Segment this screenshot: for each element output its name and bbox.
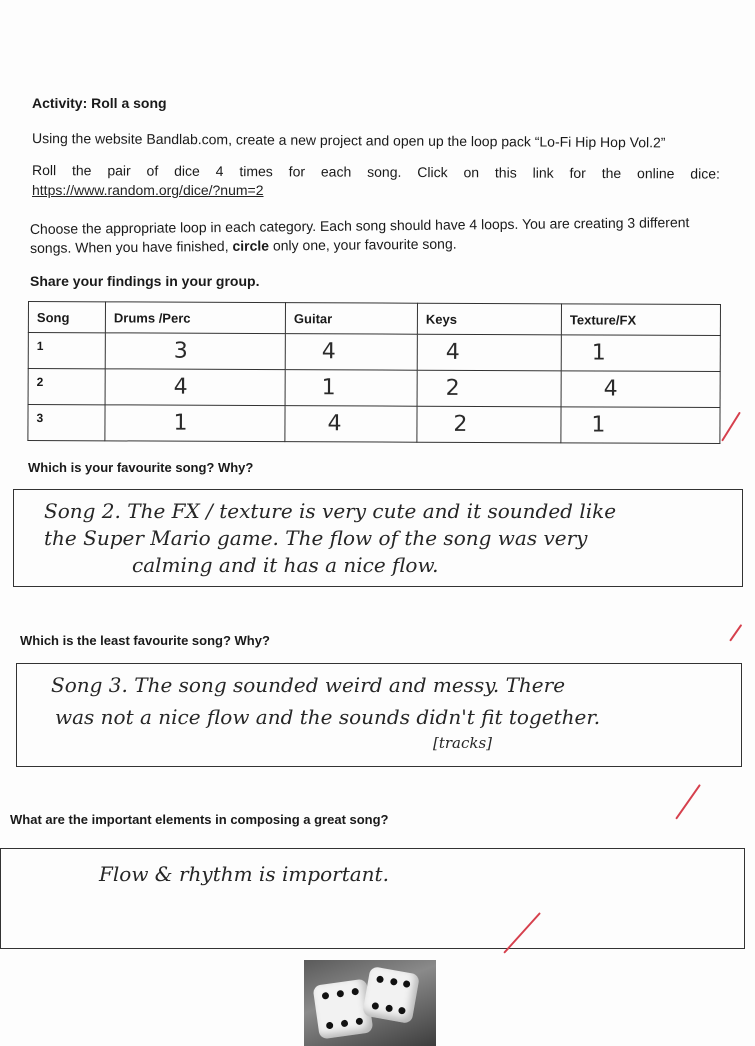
keys-cell	[417, 334, 561, 371]
roll-word: times	[239, 163, 273, 180]
drums-value: 3	[173, 338, 188, 364]
table-header-row	[28, 302, 720, 336]
drums-cell	[105, 369, 285, 406]
question-favourite: Which is your favourite song? Why?	[28, 460, 254, 475]
roll-word: song.	[367, 163, 402, 180]
guitar-value: 4	[327, 411, 342, 437]
keys-value: 4	[445, 339, 460, 365]
answer-line: was not a nice flow and the sounds didn't fit together.	[55, 705, 601, 729]
keys-cell	[417, 406, 561, 443]
fx-value: 4	[603, 376, 618, 402]
header-texture-fx: Texture/FX	[561, 304, 720, 336]
song-number: 1	[28, 333, 105, 369]
header-drums: Drums /Perc	[105, 302, 285, 334]
song-number: 2	[28, 369, 105, 405]
dice-link[interactable]: https://www.random.org/dice/?num=2	[32, 182, 264, 198]
table-row	[28, 369, 720, 408]
instruction-bandlab: Using the website Bandlab.com, create a new project and open up the loop pack “Lo-Fi Hip Hop Vol.2”	[31, 130, 666, 151]
question-important-elements: What are the important elements in composing a great song?	[10, 812, 389, 827]
keys-value: 2	[453, 411, 468, 437]
answer-box-elements[interactable]	[0, 848, 745, 949]
drums-value: 4	[173, 374, 188, 400]
answer-line: Flow & rhythm is important.	[99, 862, 389, 886]
dice-image	[304, 960, 436, 1046]
fx-cell	[561, 335, 720, 372]
roll-word: dice	[174, 162, 200, 179]
roll-word: the	[601, 164, 622, 182]
choose-circle-word: circle	[232, 237, 270, 254]
roll-word: on	[463, 164, 480, 181]
red-tick-mark	[729, 624, 742, 642]
red-tick-mark	[675, 784, 701, 820]
guitar-cell	[285, 370, 417, 407]
roll-word: the	[71, 162, 92, 179]
answer-box-favourite[interactable]	[13, 489, 743, 587]
answer-line: Song 3. The song sounded weird and messy. There	[51, 673, 566, 697]
loop-table	[27, 301, 721, 444]
guitar-value: 1	[321, 375, 336, 401]
fx-cell	[561, 371, 720, 408]
table-row	[28, 333, 720, 372]
keys-value: 2	[445, 375, 460, 401]
choose-text-end: only one, your favourite song.	[268, 235, 457, 254]
red-tick-mark	[721, 412, 741, 442]
roll-word: 4	[215, 162, 224, 180]
guitar-cell	[285, 406, 417, 443]
roll-word: pair	[107, 162, 131, 179]
roll-word: each	[320, 163, 352, 180]
song-number: 3	[28, 405, 105, 441]
guitar-cell	[285, 334, 417, 371]
choose-text: Choose the appropriate loop in each category. Each song should have 4 loops. You are creating 3 different songs. When you have finished,	[29, 214, 690, 256]
roll-word: for	[288, 163, 306, 180]
table-row	[28, 405, 720, 444]
fx-value: 1	[591, 340, 606, 366]
roll-word: of	[146, 162, 159, 179]
share-heading: Share your findings in your group.	[30, 273, 260, 289]
answer-line: the Super Mario game. The flow of the song was very	[44, 526, 588, 550]
roll-word: for	[569, 164, 586, 181]
fx-cell	[561, 407, 720, 444]
instruction-choose-loops	[30, 213, 730, 258]
drums-cell	[105, 333, 285, 370]
roll-word: Click	[417, 164, 448, 181]
roll-word: Roll	[31, 162, 57, 179]
header-song: Song	[28, 302, 105, 333]
answer-box-least-favourite[interactable]	[16, 663, 742, 767]
drums-value: 1	[173, 410, 188, 436]
drums-cell	[105, 405, 285, 442]
guitar-value: 4	[321, 339, 336, 365]
die-icon	[362, 966, 420, 1024]
roll-word: dice:	[690, 165, 720, 182]
activity-title: Activity: Roll a song	[32, 95, 167, 111]
roll-word: online	[637, 165, 675, 182]
answer-line: [tracks]	[433, 734, 493, 752]
roll-word: link	[532, 164, 554, 181]
roll-word: this	[494, 164, 517, 181]
answer-line: calming and it has a nice flow.	[132, 553, 439, 577]
answer-line: Song 2. The FX / texture is very cute and it sounded like	[44, 499, 617, 523]
instruction-roll-dice	[32, 162, 720, 182]
fx-value: 1	[591, 412, 606, 438]
keys-cell	[417, 370, 561, 407]
header-keys: Keys	[417, 303, 561, 335]
question-least-favourite: Which is the least favourite song? Why?	[20, 633, 270, 648]
header-guitar: Guitar	[285, 303, 417, 335]
